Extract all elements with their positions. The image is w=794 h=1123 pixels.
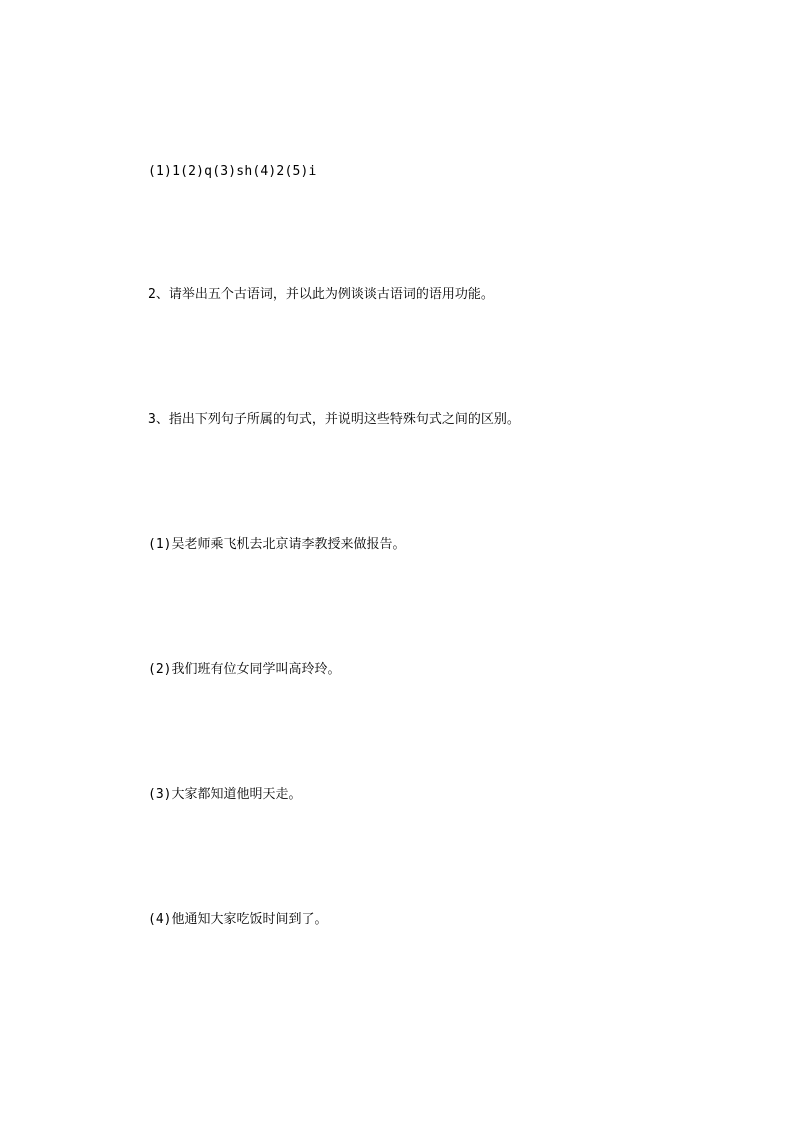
sentence-3: (3)大家都知道他明天走。 [148, 787, 302, 802]
sentence-4: (4)他通知大家吃饭时间到了。 [148, 912, 328, 927]
question-3: 3、指出下列句子所属的句式，并说明这些特殊句式之间的区别。 [148, 412, 520, 427]
sentence-2: (2)我们班有位女同学叫高玲玲。 [148, 662, 341, 677]
sentence-1: (1)吴老师乘飞机去北京请李教授来做报告。 [148, 537, 406, 552]
question-2: 2、请举出五个古语词，并以此为例谈谈古语词的语用功能。 [148, 287, 494, 302]
answer-line: (1)1(2)q(3)sh(4)2(5)i [148, 164, 317, 179]
